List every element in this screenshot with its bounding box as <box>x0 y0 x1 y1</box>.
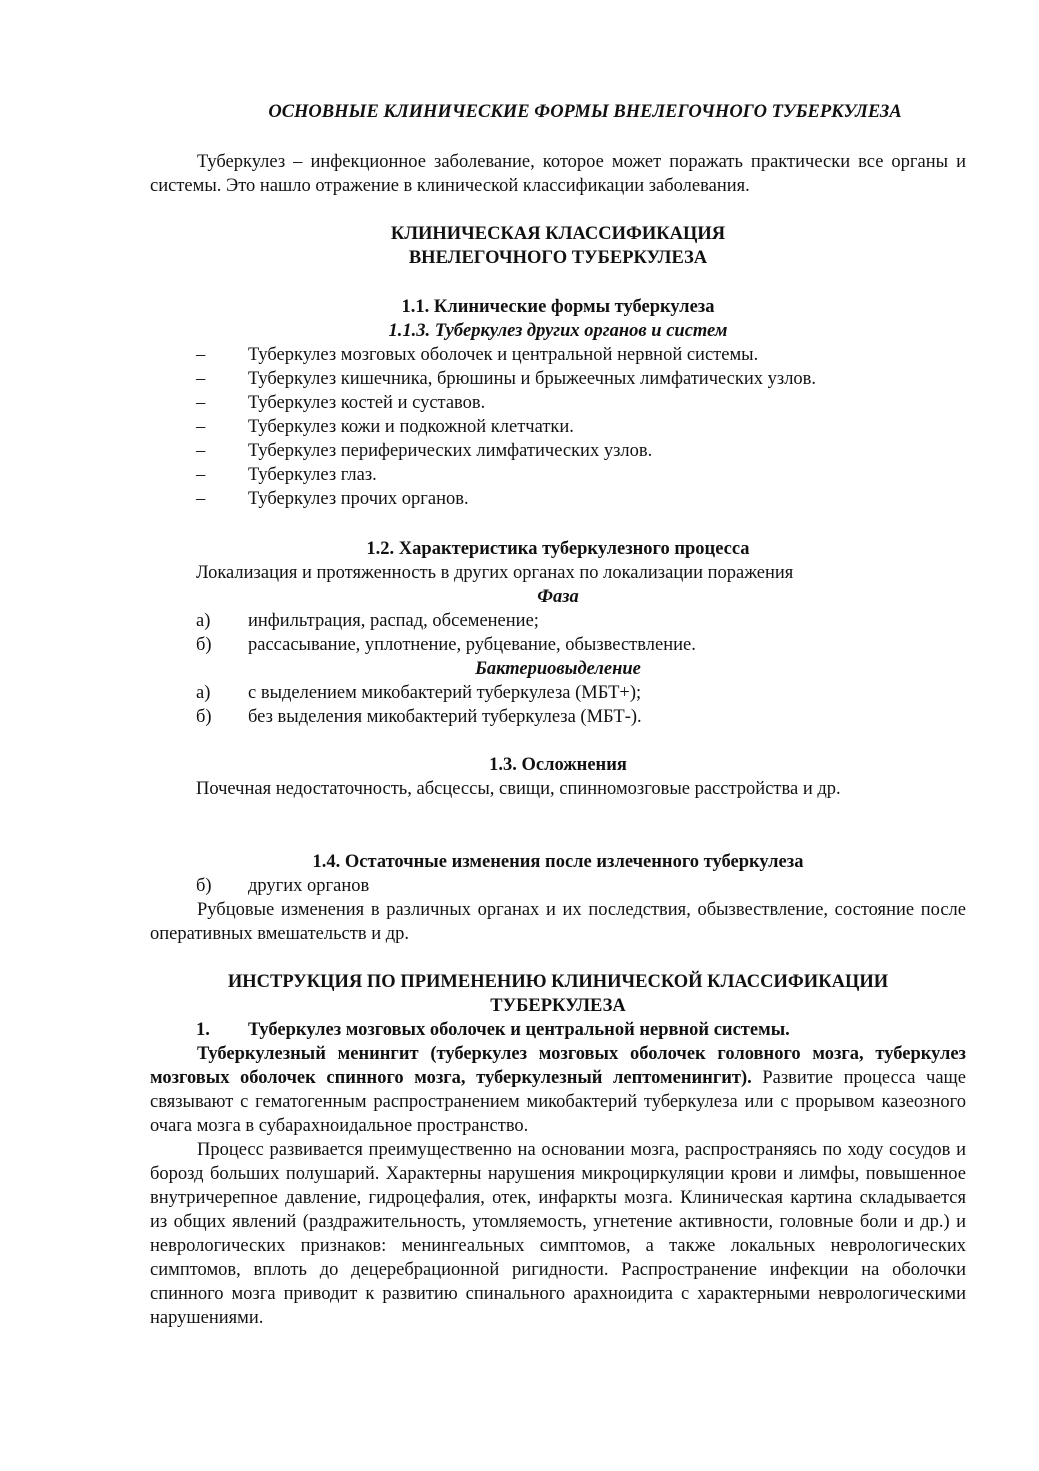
list-item <box>196 391 485 415</box>
list-item-text: с выделением микобактерий туберкулеза (МБТ+); <box>248 683 642 703</box>
list-item <box>196 681 641 705</box>
list-marker: – <box>196 441 206 461</box>
meningitis-description: Развитие процесса чаще связывают с гематогенным распространением микобактерий туберкулеза или с прорывом казеозного очага мозга в субарахноидальное пространство. <box>150 1068 966 1136</box>
list-item <box>196 439 652 463</box>
meningitis-term: Туберкулезный менингит (туберкулез мозговых оболочек головного мозга, туберкулез мозговых оболочек спинного мозга, туберкулезный лептоменингит). <box>150 1044 966 1088</box>
list-marker: – <box>196 417 206 437</box>
list-item-text: Туберкулез периферических лимфатических узлов. <box>248 441 653 461</box>
list-item-text: Туберкулез костей и суставов. <box>248 393 486 413</box>
classification-heading-line1: КЛИНИЧЕСКАЯ КЛАССИФИКАЦИЯ <box>390 224 726 244</box>
list-item-text: Туберкулез глаз. <box>248 465 377 485</box>
list-item-text: инфильтрация, распад, обсеменение; <box>248 611 539 631</box>
classification-heading-line2: ВНЕЛЕГОЧНОГО ТУБЕРКУЛЕЗА <box>408 248 708 268</box>
item-title: Туберкулез мозговых оболочек и центральной нервной системы. <box>248 1020 790 1040</box>
list-marker: б) <box>196 707 212 727</box>
list-item <box>196 609 539 633</box>
list-item <box>196 487 469 511</box>
section-1-4-heading: 1.4. Остаточные изменения после излеченного туберкулеза <box>312 852 804 872</box>
list-item <box>196 874 369 898</box>
list-item-text: Туберкулез кишечника, брюшины и брыжеечных лимфатических узлов. <box>248 369 817 389</box>
list-item <box>196 415 574 439</box>
list-marker: б) <box>196 635 212 655</box>
list-item <box>196 633 696 657</box>
list-marker: – <box>196 345 206 365</box>
list-marker: – <box>196 393 206 413</box>
section-1-2-heading: 1.2. Характеристика туберкулезного процесса <box>366 539 750 559</box>
section-1-2-text: Локализация и протяженность в других органах по локализации поражения <box>196 563 794 583</box>
section-1-3-heading: 1.3. Осложнения <box>489 755 627 775</box>
list-item-text: без выделения микобактерий туберкулеза (МБТ-). <box>248 707 642 727</box>
instruction-heading-line1: ИНСТРУКЦИЯ ПО ПРИМЕНЕНИЮ КЛИНИЧЕСКОЙ КЛАССИФИКАЦИИ <box>227 972 889 992</box>
section-1-3-text: Почечная недостаточность, абсцессы, свищи, спинномозговые расстройства и др. <box>196 779 841 799</box>
list-marker: – <box>196 369 206 389</box>
list-item-text: Туберкулез мозговых оболочек и центральной нервной системы. <box>248 345 759 365</box>
list-item-text: рассасывание, уплотнение, рубцевание, обызвествление. <box>248 635 696 655</box>
list-marker: а) <box>196 683 211 703</box>
document-title: ОСНОВНЫЕ КЛИНИЧЕСКИЕ ФОРМЫ ВНЕЛЕГОЧНОГО ТУБЕРКУЛЕЗА <box>268 102 902 122</box>
list-item-text: Туберкулез прочих органов. <box>248 489 469 509</box>
intro-paragraph: Туберкулез – инфекционное заболевание, которое может поражать практически все органы и системы. Это нашло отражение в клинической классификации заболевания. <box>150 152 966 196</box>
list-item-text: Туберкулез кожи и подкожной клетчатки. <box>248 417 574 437</box>
list-item <box>196 705 642 729</box>
instruction-heading-line2: ТУБЕРКУЛЕЗА <box>490 996 626 1016</box>
list-item <box>196 463 377 487</box>
bacteria-heading: Бактериовыделение <box>475 659 641 679</box>
list-item <box>196 343 758 367</box>
instruction-item-1 <box>196 1018 790 1042</box>
process-paragraph: Процесс развивается преимущественно на основании мозга, распространяясь по ходу сосудов и борозд больших полушарий. Характерны нарушения микроциркуляции крови и лимфы, повышенное внутричерепное давление, гидроцефалия, отек, инфаркты мозга. Клиническая картина складывается из общих явлений (раздражительность, утомляемость, угнетение активности, головные боли и др.) и неврологических признаков: менингеальных симптомов, а также локальных неврологических симптомов, вплоть до децеребрационной ригидности. Распространение инфекции на оболочки спинного мозга приводит к развитию спинального арахноидита с характерными неврологическими нарушениями. <box>150 1140 966 1328</box>
list-marker: а) <box>196 611 211 631</box>
section-1-4-text: Рубцовые изменения в различных органах и их последствия, обызвествление, состояние после оперативных вмешательств и др. <box>150 900 966 944</box>
list-item <box>196 367 816 391</box>
section-1-1-3-heading: 1.1.3. Туберкулез других органов и систем <box>388 321 728 341</box>
list-marker: – <box>196 465 206 485</box>
list-item-text: других органов <box>248 876 370 896</box>
meningitis-paragraph <box>150 1042 966 1138</box>
list-marker: б) <box>196 876 212 896</box>
item-number: 1. <box>196 1020 210 1040</box>
section-1-1-heading: 1.1. Клинические формы туберкулеза <box>401 297 715 317</box>
list-marker: – <box>196 489 206 509</box>
phase-heading: Фаза <box>537 587 579 607</box>
